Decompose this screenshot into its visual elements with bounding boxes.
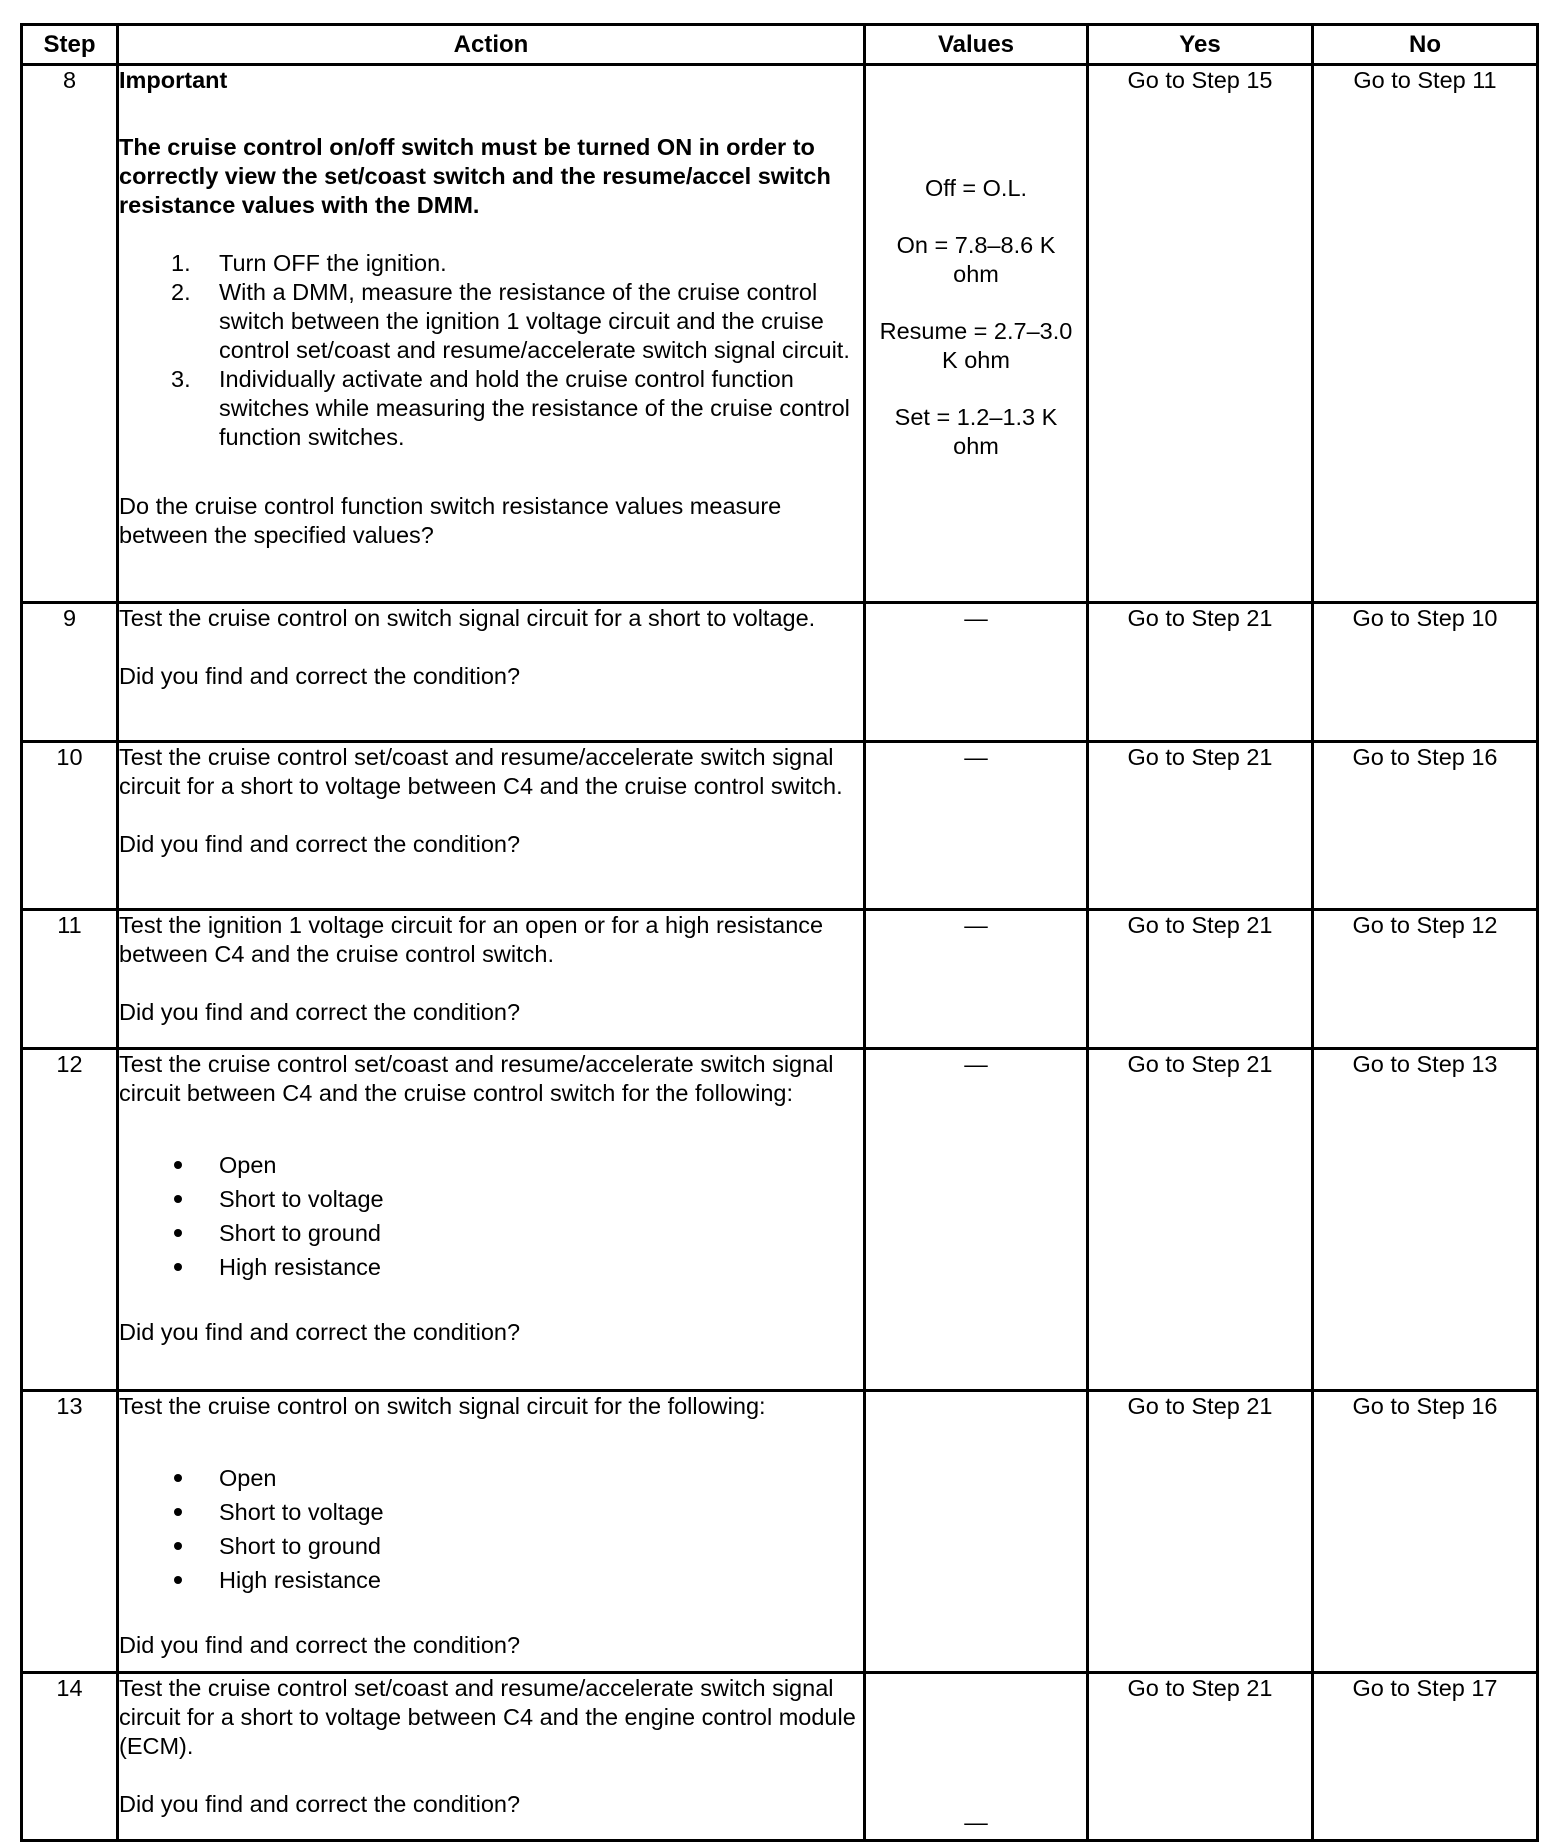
step-number: 11	[22, 910, 118, 1049]
header-row	[22, 25, 1538, 65]
no-cell[interactable]: Go to Step 12	[1313, 910, 1538, 1049]
yes-cell[interactable]: Go to Step 21	[1088, 742, 1313, 910]
value-off: Off = O.L.	[924, 175, 1028, 201]
value-resume: Resume = 2.7–3.0 K ohm	[879, 318, 1073, 373]
diagnostic-table	[20, 23, 1539, 1842]
question-text: Did you find and correct the condition?	[119, 663, 521, 689]
header-values: Values	[865, 25, 1088, 65]
list-item: Short to ground	[119, 1216, 863, 1250]
table-row	[22, 1049, 1538, 1391]
step-number: 9	[22, 603, 118, 742]
important-note: The cruise control on/off switch must be turned ON in order to correctly view the set/coast switch and the resume/accel switch resistance values with the DMM.	[119, 134, 831, 218]
header-action: Action	[118, 25, 865, 65]
action-cell	[118, 1391, 865, 1673]
values-cell	[865, 65, 1088, 603]
important-label: Important	[119, 67, 228, 93]
action-text: Test the cruise control set/coast and resume/accelerate switch signal circuit between C4 and the cruise control switch for the following:	[119, 1051, 834, 1106]
step-number: 10	[22, 742, 118, 910]
list-item: 3. Individually activate and hold the cruise control function switches while measuring the resistance of the cruise control function switches.	[171, 366, 850, 450]
table-row	[22, 742, 1538, 910]
table-row	[22, 1673, 1538, 1841]
step-number: 13	[22, 1391, 118, 1673]
action-cell	[118, 603, 865, 742]
values-cell: —	[865, 1673, 1088, 1841]
table-row	[22, 65, 1538, 603]
yes-cell[interactable]: Go to Step 21	[1088, 603, 1313, 742]
action-text: Test the ignition 1 voltage circuit for an open or for a high resistance between C4 and the cruise control switch.	[119, 912, 824, 967]
no-cell[interactable]: Go to Step 10	[1313, 603, 1538, 742]
list-item: Short to ground	[119, 1529, 863, 1563]
action-text: Test the cruise control set/coast and resume/accelerate switch signal circuit for a short to voltage between C4 and the cruise control switch.	[119, 744, 843, 799]
list-item: 1. Turn OFF the ignition.	[171, 250, 447, 276]
header-no: No	[1313, 25, 1538, 65]
action-cell	[118, 1049, 865, 1391]
question-text: Did you find and correct the condition?	[119, 1791, 521, 1817]
procedure-list	[119, 249, 863, 452]
table-row	[22, 910, 1538, 1049]
action-cell	[118, 65, 865, 603]
step-number: 14	[22, 1673, 118, 1841]
condition-list	[119, 1461, 863, 1597]
condition-list	[119, 1148, 863, 1284]
yes-cell[interactable]: Go to Step 15	[1088, 65, 1313, 603]
list-item: Open	[119, 1461, 863, 1495]
action-text: Test the cruise control set/coast and resume/accelerate switch signal circuit for a short to voltage between C4 and the engine control module (ECM).	[119, 1675, 856, 1759]
step-number: 8	[22, 65, 118, 603]
value-set: Set = 1.2–1.3 K ohm	[894, 404, 1058, 459]
values-cell: —	[865, 742, 1088, 910]
values-cell: —	[865, 603, 1088, 742]
yes-cell[interactable]: Go to Step 21	[1088, 1049, 1313, 1391]
step-number: 12	[22, 1049, 118, 1391]
list-item: Short to voltage	[119, 1495, 863, 1529]
no-cell[interactable]: Go to Step 17	[1313, 1673, 1538, 1841]
value-on: On = 7.8–8.6 K ohm	[896, 232, 1056, 287]
table-row	[22, 603, 1538, 742]
action-text: Test the cruise control on switch signal circuit for a short to voltage.	[119, 605, 816, 631]
values-cell: —	[865, 1049, 1088, 1391]
list-item: Open	[119, 1148, 863, 1182]
action-text: Test the cruise control on switch signal circuit for the following:	[119, 1393, 766, 1419]
question-text: Did you find and correct the condition?	[119, 1319, 521, 1345]
yes-cell[interactable]: Go to Step 21	[1088, 1391, 1313, 1673]
question-text: Did you find and correct the condition?	[119, 999, 521, 1025]
table-row	[22, 1391, 1538, 1673]
question-text: Did you find and correct the condition?	[119, 831, 521, 857]
action-cell	[118, 742, 865, 910]
question-text: Did you find and correct the condition?	[119, 1632, 521, 1658]
no-cell[interactable]: Go to Step 13	[1313, 1049, 1538, 1391]
values-cell	[865, 1391, 1088, 1673]
header-step: Step	[22, 25, 118, 65]
no-cell[interactable]: Go to Step 11	[1313, 65, 1538, 603]
list-item: 2. With a DMM, measure the resistance of the cruise control switch between the ignition 1 voltage circuit and the cruise control set/coast and resume/accelerate switch signal circuit.	[171, 279, 850, 363]
list-item: Short to voltage	[119, 1182, 863, 1216]
values-cell: —	[865, 910, 1088, 1049]
no-cell[interactable]: Go to Step 16	[1313, 742, 1538, 910]
list-item: High resistance	[119, 1250, 863, 1284]
question-text: Do the cruise control function switch resistance values measure between the specified values?	[119, 493, 782, 548]
action-cell	[118, 1673, 865, 1841]
yes-cell[interactable]: Go to Step 21	[1088, 910, 1313, 1049]
no-cell[interactable]: Go to Step 16	[1313, 1391, 1538, 1673]
action-cell	[118, 910, 865, 1049]
header-yes: Yes	[1088, 25, 1313, 65]
list-item: High resistance	[119, 1563, 863, 1597]
yes-cell[interactable]: Go to Step 21	[1088, 1673, 1313, 1841]
